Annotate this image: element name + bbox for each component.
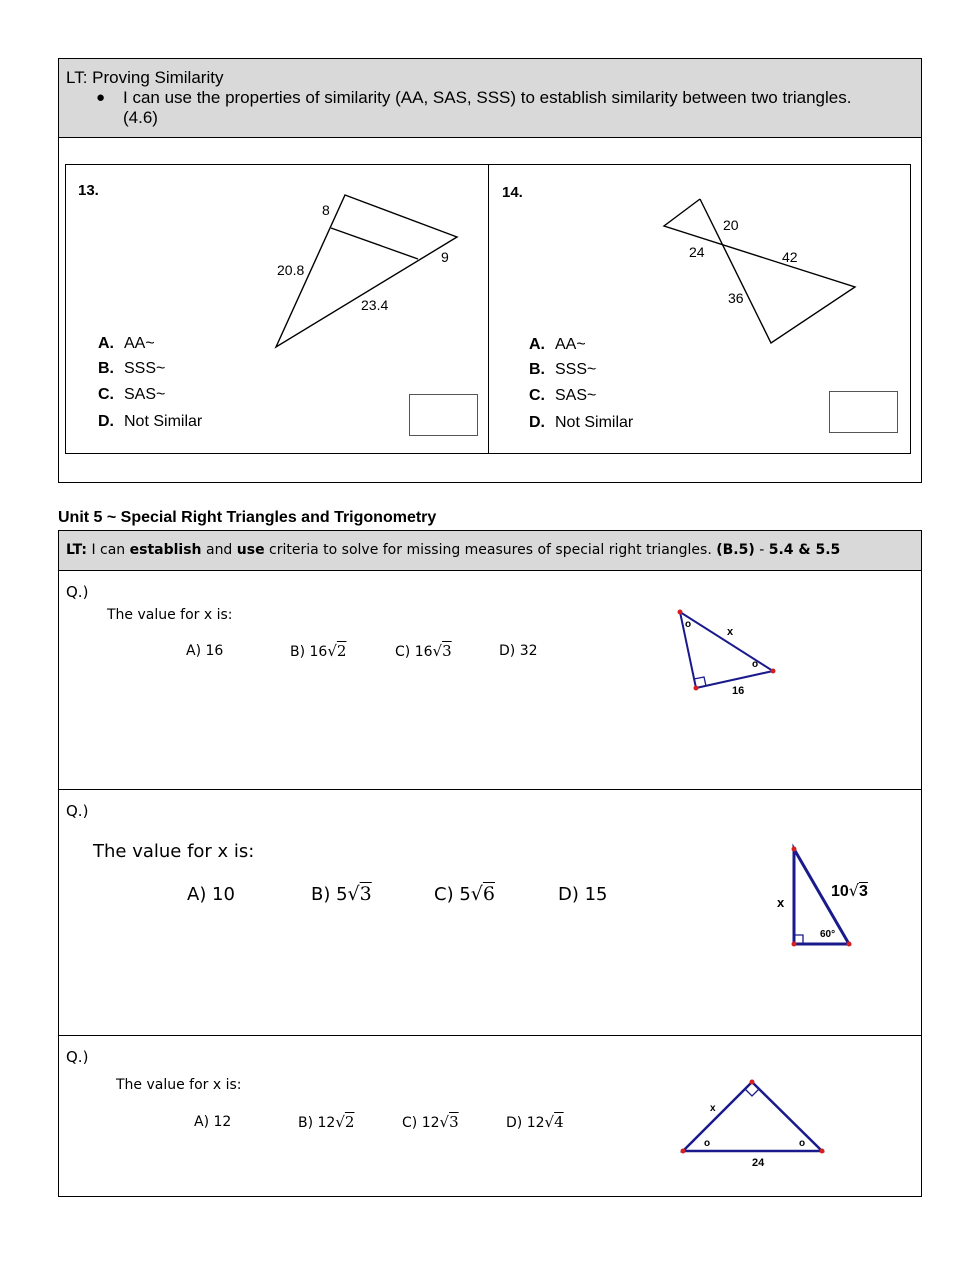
qc-vertex: [681, 1149, 686, 1154]
radicand: 3: [359, 883, 372, 905]
q13-label-left: 20.8: [277, 262, 305, 278]
question-c-prompt: The value for x is:: [116, 1077, 242, 1093]
q13-option-letter: A.: [98, 335, 114, 352]
qc-option-text: B) 12: [298, 1115, 336, 1131]
question-a-prompt: The value for x is:: [107, 607, 233, 623]
qb-hyp-coef: 10: [831, 883, 849, 900]
q13-label-right: 9: [441, 249, 449, 265]
qa-option-text: A) 16: [186, 643, 224, 659]
question-b-label: Q.): [66, 802, 89, 820]
qc-right-angle-mark: [745, 1089, 759, 1096]
unit5-lt-and: and: [205, 542, 233, 558]
qc-option-text: A) 12: [194, 1114, 232, 1130]
question-14-number: 14.: [502, 184, 523, 201]
q14-option-text: Not Similar: [555, 414, 634, 431]
qc-tri-label-base: 24: [752, 1157, 765, 1169]
radicand: 6: [482, 883, 495, 905]
sqrt-symbol: √: [335, 1113, 345, 1131]
qa-tri-label-base: 16: [732, 685, 745, 697]
q13-option-letter: B.: [98, 360, 114, 377]
qb-tri-label-x: x: [777, 895, 785, 910]
q14-option-text: AA~: [555, 336, 586, 353]
q14-label-42: 42: [782, 249, 798, 265]
sqrt-symbol: √: [439, 1113, 450, 1131]
qa-option-text: C) 16: [395, 644, 433, 660]
qb-tri-label-angle: 60°: [820, 929, 836, 940]
radicand: 4: [554, 1113, 564, 1131]
sqrt-symbol: √: [848, 881, 859, 900]
qa-tri-angle-mark: o: [752, 659, 759, 670]
qa-option-text: D) 32: [499, 643, 538, 659]
q13-option-text: SSS~: [124, 360, 166, 377]
qa-option-text: B) 16: [290, 644, 328, 660]
unit5-lt-post: criteria to solve for missing measures of special right triangles.: [269, 542, 712, 558]
sqrt-symbol: √: [544, 1113, 555, 1131]
q14-option-text: SAS~: [555, 387, 597, 404]
qc-option-text: D) 12: [506, 1115, 545, 1131]
q13-option-text: Not Similar: [124, 413, 203, 430]
sqrt-symbol: √: [432, 642, 443, 660]
lt-bullet-text-2: (4.6): [123, 108, 158, 127]
q13-option-text: SAS~: [124, 386, 166, 403]
qc-vertex: [750, 1080, 755, 1085]
unit5-lt-use: use: [236, 542, 265, 558]
q13-option-letter: C.: [98, 386, 114, 403]
question-b-prompt: The value for x is:: [93, 841, 255, 862]
q14-option-letter: B.: [529, 361, 545, 378]
q14-option-letter: C.: [529, 387, 545, 404]
radicand: 3: [449, 1113, 459, 1131]
q14-label-24: 24: [689, 244, 705, 260]
unit5-heading: Unit 5 ~ Special Right Triangles and Trigonometry: [58, 509, 437, 526]
qa-tri-label-x: x: [727, 626, 734, 638]
radicand: 2: [336, 642, 347, 660]
sqrt-symbol: √: [327, 642, 337, 660]
qc-tri-label-x: x: [710, 1103, 716, 1114]
unit5-lt-ref: 5.4 & 5.5: [768, 542, 841, 558]
unit5-lt-label: LT:: [66, 542, 87, 558]
q13-option-letter: D.: [98, 413, 114, 430]
qc-tri-angle-mark: o: [799, 1138, 806, 1149]
qc-vertex: [820, 1149, 825, 1154]
unit5-lt-pre: I can: [91, 542, 126, 558]
lt-bullet-text: I can use the properties of similarity (AA, SAS, SSS) to establish similarity between two triangles.: [123, 88, 852, 107]
qb-hyp-radicand: 3: [859, 883, 868, 900]
question-a-label: Q.): [66, 583, 89, 601]
question-13-number: 13.: [78, 182, 99, 199]
unit5-lt-establish: establish: [129, 542, 202, 558]
sqrt-symbol: √: [347, 883, 360, 905]
sqrt-symbol: √: [470, 883, 483, 905]
qc-tri-angle-mark: o: [704, 1138, 711, 1149]
q14-option-letter: D.: [529, 414, 545, 431]
qb-option-text: C) 5: [434, 884, 471, 905]
q14-label-20: 20: [723, 217, 739, 233]
q14-option-letter: A.: [529, 336, 545, 353]
q14-label-36: 36: [728, 290, 744, 306]
lt-title: LT: Proving Similarity: [66, 68, 224, 87]
qc-option-text: C) 12: [402, 1115, 440, 1131]
lt-bullet: ●: [96, 89, 106, 106]
qb-option-text: D) 15: [558, 884, 608, 905]
q13-option-text: AA~: [124, 335, 155, 352]
q14-option-text: SSS~: [555, 361, 597, 378]
qb-option-text: A) 10: [187, 884, 235, 905]
unit5-lt-dash: -: [759, 542, 765, 558]
radicand: 2: [344, 1113, 355, 1131]
q13-label-bottom: 23.4: [361, 297, 389, 313]
radicand: 3: [442, 642, 452, 660]
qa-tri-angle-mark: o: [685, 619, 692, 630]
q13-label-top: 8: [322, 202, 330, 218]
question-c-label: Q.): [66, 1048, 89, 1066]
unit5-lt-code: (B.5): [716, 542, 755, 558]
qb-option-text: B) 5: [311, 884, 348, 905]
